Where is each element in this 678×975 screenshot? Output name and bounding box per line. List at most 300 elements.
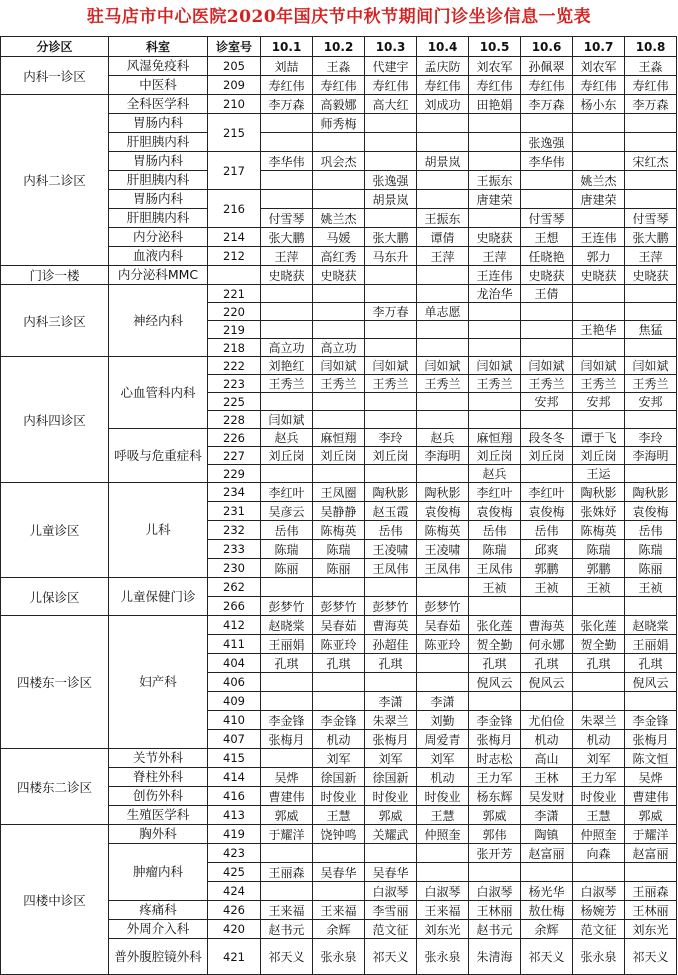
doctor-cell: 王秀兰 <box>313 375 365 393</box>
department-cell: 肿瘤内科 <box>109 844 208 901</box>
doctor-cell <box>625 863 677 882</box>
room-cell: 219 <box>208 321 261 339</box>
doctor-cell <box>417 863 469 882</box>
doctor-cell <box>261 692 313 711</box>
doctor-cell: 陈丽 <box>625 559 677 578</box>
doctor-cell: 谭于飞 <box>573 429 625 447</box>
doctor-cell: 白淑琴 <box>365 882 417 901</box>
doctor-cell: 史晓获 <box>313 266 365 285</box>
doctor-cell: 麻恒翔 <box>469 429 521 447</box>
header-row <box>1 37 677 57</box>
header-date: 10.5 <box>469 37 521 57</box>
doctor-cell: 吴春茹 <box>313 616 365 635</box>
doctor-cell: 王林 <box>521 768 573 787</box>
doctor-cell <box>313 133 365 152</box>
doctor-cell <box>573 114 625 133</box>
doctor-cell <box>573 673 625 692</box>
doctor-cell: 李潇 <box>521 806 573 825</box>
department-cell: 关节外科 <box>109 749 208 768</box>
doctor-cell: 田艳娟 <box>469 95 521 114</box>
doctor-cell: 岳伟 <box>365 521 417 540</box>
doctor-cell: 王慧 <box>313 806 365 825</box>
doctor-cell: 焦猛 <box>625 321 677 339</box>
doctor-cell: 王淼 <box>313 57 365 76</box>
room-cell: 217 <box>208 152 261 190</box>
room-cell: 222 <box>208 357 261 375</box>
doctor-cell: 郭伟 <box>469 825 521 844</box>
doctor-cell <box>261 190 313 209</box>
doctor-cell: 岳伟 <box>521 521 573 540</box>
doctor-cell: 陈梅英 <box>417 521 469 540</box>
doctor-cell <box>365 411 417 429</box>
doctor-cell: 赵晓棠 <box>261 616 313 635</box>
department-cell: 中医科 <box>109 76 208 95</box>
doctor-cell: 刘农军 <box>469 57 521 76</box>
header-dept: 科室 <box>109 37 208 57</box>
room-cell: 229 <box>208 465 261 483</box>
doctor-cell: 李红叶 <box>469 483 521 502</box>
doctor-cell: 李万森 <box>261 95 313 114</box>
room-cell: 216 <box>208 190 261 228</box>
doctor-cell: 倪风云 <box>625 673 677 692</box>
doctor-cell: 时俊业 <box>313 787 365 806</box>
doctor-cell <box>417 190 469 209</box>
doctor-cell <box>625 303 677 321</box>
doctor-cell: 陶镇 <box>521 825 573 844</box>
doctor-cell: 赵书元 <box>261 920 313 939</box>
doctor-cell <box>365 266 417 285</box>
doctor-cell: 王慧 <box>573 806 625 825</box>
doctor-cell <box>625 465 677 483</box>
doctor-cell: 张逸强 <box>365 171 417 190</box>
department-cell: 生殖医学科 <box>109 806 208 825</box>
doctor-cell: 贺全勤 <box>469 635 521 654</box>
doctor-cell: 王凌啸 <box>417 540 469 559</box>
department-cell: 普外腹腔镜外科 <box>109 939 208 975</box>
department-cell: 呼吸与危重症科 <box>109 429 208 483</box>
room-cell: 404 <box>208 654 261 673</box>
doctor-cell: 彭梦竹 <box>365 597 417 616</box>
room-cell: 228 <box>208 411 261 429</box>
doctor-cell: 王丽森 <box>625 882 677 901</box>
doctor-cell <box>365 465 417 483</box>
doctor-cell: 袁俊梅 <box>521 502 573 521</box>
doctor-cell <box>365 673 417 692</box>
doctor-cell: 陈瑞 <box>261 540 313 559</box>
doctor-cell: 于耀洋 <box>261 825 313 844</box>
doctor-cell: 王倩 <box>521 285 573 303</box>
doctor-cell <box>469 114 521 133</box>
doctor-cell: 祁天义 <box>261 939 313 975</box>
doctor-cell: 赵兵 <box>261 429 313 447</box>
doctor-cell <box>417 266 469 285</box>
doctor-cell <box>469 692 521 711</box>
doctor-cell: 岳伟 <box>469 521 521 540</box>
doctor-cell: 张开芳 <box>469 844 521 863</box>
doctor-cell: 郭威 <box>625 806 677 825</box>
doctor-cell: 张永泉 <box>417 939 469 975</box>
doctor-cell <box>365 152 417 171</box>
room-cell: 407 <box>208 730 261 749</box>
doctor-cell: 王秀兰 <box>469 375 521 393</box>
header-date: 10.7 <box>573 37 625 57</box>
doctor-cell: 张化莲 <box>573 616 625 635</box>
doctor-cell <box>417 654 469 673</box>
doctor-cell <box>313 393 365 411</box>
doctor-cell: 陶秋影 <box>625 483 677 502</box>
doctor-cell <box>469 393 521 411</box>
doctor-cell: 闫如斌 <box>573 357 625 375</box>
doctor-cell: 张梅月 <box>625 730 677 749</box>
doctor-cell: 倪风云 <box>521 673 573 692</box>
doctor-cell <box>365 844 417 863</box>
doctor-cell: 王凤圈 <box>313 483 365 502</box>
doctor-cell: 闫如斌 <box>521 357 573 375</box>
doctor-cell: 刘东光 <box>625 920 677 939</box>
doctor-cell <box>573 339 625 357</box>
doctor-cell <box>521 303 573 321</box>
doctor-cell: 史晓获 <box>625 266 677 285</box>
doctor-cell: 陈亚玲 <box>313 635 365 654</box>
doctor-cell <box>573 133 625 152</box>
doctor-cell: 尤伯俭 <box>521 711 573 730</box>
room-cell: 205 <box>208 57 261 76</box>
doctor-cell <box>365 285 417 303</box>
doctor-cell <box>313 285 365 303</box>
doctor-cell: 赵玉霞 <box>365 502 417 521</box>
department-cell: 胃肠内科 <box>109 114 208 133</box>
room-cell: 424 <box>208 882 261 901</box>
doctor-cell: 刘军 <box>365 749 417 768</box>
doctor-cell: 李红叶 <box>521 483 573 502</box>
doctor-cell: 刘喆 <box>261 57 313 76</box>
header-date: 10.3 <box>365 37 417 57</box>
doctor-cell: 单志愿 <box>417 303 469 321</box>
department-cell: 胃肠内科 <box>109 190 208 209</box>
doctor-cell: 王想 <box>521 228 573 247</box>
doctor-cell <box>625 411 677 429</box>
doctor-cell: 时志松 <box>469 749 521 768</box>
doctor-cell <box>625 171 677 190</box>
table-row <box>1 749 677 768</box>
doctor-cell <box>313 692 365 711</box>
doctor-cell: 王萍 <box>261 247 313 266</box>
doctor-cell <box>521 863 573 882</box>
table-row <box>1 616 677 635</box>
doctor-cell: 寿红伟 <box>417 76 469 95</box>
doctor-cell: 祁天义 <box>625 939 677 975</box>
area-cell: 四楼东二诊区 <box>1 749 109 825</box>
department-cell: 心血管科内科 <box>109 357 208 429</box>
doctor-cell: 付雪琴 <box>521 209 573 228</box>
doctor-cell: 陈文恒 <box>625 749 677 768</box>
room-cell: 406 <box>208 673 261 692</box>
doctor-cell <box>573 411 625 429</box>
doctor-cell: 周爱青 <box>417 730 469 749</box>
doctor-cell: 李万春 <box>365 303 417 321</box>
doctor-cell: 刘艳红 <box>261 357 313 375</box>
doctor-cell: 寿红伟 <box>365 76 417 95</box>
doctor-cell: 陈瑞 <box>313 540 365 559</box>
room-cell: 232 <box>208 521 261 540</box>
doctor-cell: 寿红伟 <box>469 76 521 95</box>
doctor-cell <box>469 133 521 152</box>
doctor-cell: 王振东 <box>469 171 521 190</box>
doctor-cell: 李金锋 <box>313 711 365 730</box>
doctor-cell: 张逸强 <box>521 133 573 152</box>
doctor-cell <box>417 285 469 303</box>
doctor-cell: 赵书元 <box>469 920 521 939</box>
doctor-cell: 白淑琴 <box>469 882 521 901</box>
doctor-cell: 闫如斌 <box>469 357 521 375</box>
doctor-cell: 闫如斌 <box>313 357 365 375</box>
doctor-cell: 李海明 <box>417 447 469 465</box>
doctor-cell <box>469 597 521 616</box>
doctor-cell: 王力军 <box>573 768 625 787</box>
doctor-cell: 曹海英 <box>365 616 417 635</box>
room-cell: 209 <box>208 76 261 95</box>
doctor-cell: 李金锋 <box>625 711 677 730</box>
doctor-cell <box>573 863 625 882</box>
doctor-cell <box>625 190 677 209</box>
room-cell: 225 <box>208 393 261 411</box>
doctor-cell: 高红秀 <box>313 247 365 266</box>
doctor-cell: 郭威 <box>261 806 313 825</box>
doctor-cell: 岳伟 <box>261 521 313 540</box>
department-cell: 脊柱外科 <box>109 768 208 787</box>
doctor-cell: 陈亚玲 <box>417 635 469 654</box>
doctor-cell: 高立功 <box>313 339 365 357</box>
doctor-cell: 曹建伟 <box>261 787 313 806</box>
doctor-cell: 王秀兰 <box>365 375 417 393</box>
doctor-cell: 李雪丽 <box>365 901 417 920</box>
doctor-cell: 王来福 <box>261 901 313 920</box>
doctor-cell <box>365 339 417 357</box>
doctor-cell: 王秀兰 <box>521 375 573 393</box>
doctor-cell: 麻恒翔 <box>313 429 365 447</box>
doctor-cell: 段冬冬 <box>521 429 573 447</box>
doctor-cell: 刘丘岗 <box>365 447 417 465</box>
doctor-cell: 彭梦竹 <box>417 597 469 616</box>
doctor-cell: 刘军 <box>313 749 365 768</box>
doctor-cell: 王连伟 <box>469 266 521 285</box>
doctor-cell: 付雪琴 <box>625 209 677 228</box>
area-cell: 内科一诊区 <box>1 57 109 95</box>
doctor-cell: 吴春华 <box>365 863 417 882</box>
doctor-cell: 杨小东 <box>573 95 625 114</box>
doctor-cell: 师秀梅 <box>313 114 365 133</box>
doctor-cell <box>261 578 313 597</box>
doctor-cell: 陶秋影 <box>573 483 625 502</box>
doctor-cell: 何永娜 <box>521 635 573 654</box>
doctor-cell: 高大红 <box>365 95 417 114</box>
doctor-cell: 唐建荣 <box>573 190 625 209</box>
header-area: 分诊区 <box>1 37 109 57</box>
room-cell: 262 <box>208 578 261 597</box>
doctor-cell: 关耀武 <box>365 825 417 844</box>
doctor-cell: 王林丽 <box>625 901 677 920</box>
doctor-cell <box>625 597 677 616</box>
schedule-table <box>0 36 677 975</box>
doctor-cell <box>417 411 469 429</box>
doctor-cell: 寿红伟 <box>625 76 677 95</box>
doctor-cell: 范文征 <box>573 920 625 939</box>
doctor-cell: 李海明 <box>625 447 677 465</box>
doctor-cell <box>521 465 573 483</box>
doctor-cell: 李华伟 <box>261 152 313 171</box>
doctor-cell: 王秀兰 <box>417 375 469 393</box>
doctor-cell: 机动 <box>573 730 625 749</box>
area-cell: 四楼中诊区 <box>1 825 109 975</box>
doctor-cell: 曹建伟 <box>625 787 677 806</box>
doctor-cell: 代建宇 <box>365 57 417 76</box>
doctor-cell: 郭威 <box>469 806 521 825</box>
doctor-cell <box>261 465 313 483</box>
doctor-cell: 王来福 <box>313 901 365 920</box>
doctor-cell: 吴烨 <box>625 768 677 787</box>
doctor-cell: 任晓艳 <box>521 247 573 266</box>
doctor-cell: 范文征 <box>365 920 417 939</box>
doctor-cell: 杨光华 <box>521 882 573 901</box>
doctor-cell: 王秀兰 <box>625 375 677 393</box>
header-date: 10.8 <box>625 37 677 57</box>
doctor-cell: 史晓获 <box>261 266 313 285</box>
department-cell: 妇产科 <box>109 616 208 749</box>
doctor-cell <box>313 411 365 429</box>
doctor-cell: 仲照奎 <box>573 825 625 844</box>
doctor-cell: 刘东光 <box>417 920 469 939</box>
doctor-cell <box>313 578 365 597</box>
schedule-body <box>1 57 677 975</box>
doctor-cell: 安邦 <box>573 393 625 411</box>
doctor-cell <box>261 303 313 321</box>
area-cell: 内科三诊区 <box>1 285 109 357</box>
doctor-cell: 白淑琴 <box>417 882 469 901</box>
doctor-cell: 李玲 <box>365 429 417 447</box>
doctor-cell: 闫如斌 <box>417 357 469 375</box>
doctor-cell: 仲照奎 <box>417 825 469 844</box>
room-cell: 415 <box>208 749 261 768</box>
doctor-cell: 饶钟鸣 <box>313 825 365 844</box>
doctor-cell <box>313 303 365 321</box>
area-cell: 儿保诊区 <box>1 578 109 616</box>
doctor-cell: 张姝妤 <box>573 502 625 521</box>
doctor-cell: 张大鹏 <box>365 228 417 247</box>
doctor-cell <box>313 844 365 863</box>
room-cell: 414 <box>208 768 261 787</box>
doctor-cell: 陈瑞 <box>573 540 625 559</box>
doctor-cell: 孔琪 <box>625 654 677 673</box>
doctor-cell <box>469 303 521 321</box>
doctor-cell: 史晓获 <box>521 266 573 285</box>
doctor-cell <box>417 133 469 152</box>
header-room: 诊室号 <box>208 37 261 57</box>
department-cell: 儿科 <box>109 483 208 578</box>
room-cell: 220 <box>208 303 261 321</box>
doctor-cell: 张梅月 <box>469 730 521 749</box>
doctor-cell: 王运 <box>573 465 625 483</box>
department-cell: 血液内科 <box>109 247 208 266</box>
doctor-cell: 张梅月 <box>261 730 313 749</box>
doctor-cell <box>261 114 313 133</box>
room-cell: 420 <box>208 920 261 939</box>
doctor-cell <box>625 339 677 357</box>
department-cell: 外周介入科 <box>109 920 208 939</box>
doctor-cell: 王秀兰 <box>261 375 313 393</box>
doctor-cell: 吴春华 <box>313 863 365 882</box>
doctor-cell: 赵晓棠 <box>625 616 677 635</box>
room-cell: 226 <box>208 429 261 447</box>
doctor-cell <box>313 190 365 209</box>
doctor-cell <box>365 114 417 133</box>
doctor-cell: 史晓获 <box>469 228 521 247</box>
doctor-cell: 陈丽 <box>261 559 313 578</box>
doctor-cell: 宋红杰 <box>625 152 677 171</box>
room-cell: 425 <box>208 863 261 882</box>
doctor-cell: 王祯 <box>521 578 573 597</box>
doctor-cell: 陈瑞 <box>469 540 521 559</box>
doctor-cell <box>417 114 469 133</box>
doctor-cell <box>469 152 521 171</box>
doctor-cell <box>313 321 365 339</box>
doctor-cell: 郭鹏 <box>521 559 573 578</box>
doctor-cell <box>417 393 469 411</box>
table-row <box>1 357 677 375</box>
doctor-cell: 王祯 <box>469 578 521 597</box>
doctor-cell: 王艳华 <box>573 321 625 339</box>
doctor-cell: 刘丘岗 <box>313 447 365 465</box>
doctor-cell: 孔琪 <box>573 654 625 673</box>
doctor-cell: 朱翠兰 <box>573 711 625 730</box>
doctor-cell: 袁俊梅 <box>469 502 521 521</box>
doctor-cell: 赵富丽 <box>521 844 573 863</box>
doctor-cell: 寿红伟 <box>313 76 365 95</box>
doctor-cell: 时俊业 <box>417 787 469 806</box>
department-cell: 疼痛科 <box>109 901 208 920</box>
doctor-cell: 张永泉 <box>573 939 625 975</box>
header-date: 10.4 <box>417 37 469 57</box>
room-cell: 421 <box>208 939 261 975</box>
department-cell: 内分泌科MMC <box>109 266 208 285</box>
doctor-cell: 张化莲 <box>469 616 521 635</box>
doctor-cell <box>521 692 573 711</box>
room-cell: 215 <box>208 114 261 152</box>
doctor-cell: 寿红伟 <box>261 76 313 95</box>
doctor-cell: 孔琪 <box>365 654 417 673</box>
doctor-cell: 王秀兰 <box>573 375 625 393</box>
department-cell: 风湿免疫科 <box>109 57 208 76</box>
doctor-cell: 高毅娜 <box>313 95 365 114</box>
doctor-cell: 向森 <box>573 844 625 863</box>
department-cell: 全科医学科 <box>109 95 208 114</box>
doctor-cell <box>469 863 521 882</box>
doctor-cell <box>261 171 313 190</box>
table-row <box>1 266 677 285</box>
department-cell: 胃肠内科 <box>109 152 208 171</box>
doctor-cell <box>208 266 261 285</box>
doctor-cell: 彭梦竹 <box>261 597 313 616</box>
doctor-cell <box>365 133 417 152</box>
doctor-cell: 寿红伟 <box>521 76 573 95</box>
doctor-cell: 孔琪 <box>469 654 521 673</box>
doctor-cell: 王淼 <box>625 57 677 76</box>
doctor-cell: 祁天义 <box>365 939 417 975</box>
room-cell: 409 <box>208 692 261 711</box>
doctor-cell <box>313 673 365 692</box>
doctor-cell <box>365 209 417 228</box>
doctor-cell: 曹海英 <box>521 616 573 635</box>
doctor-cell: 马东升 <box>365 247 417 266</box>
